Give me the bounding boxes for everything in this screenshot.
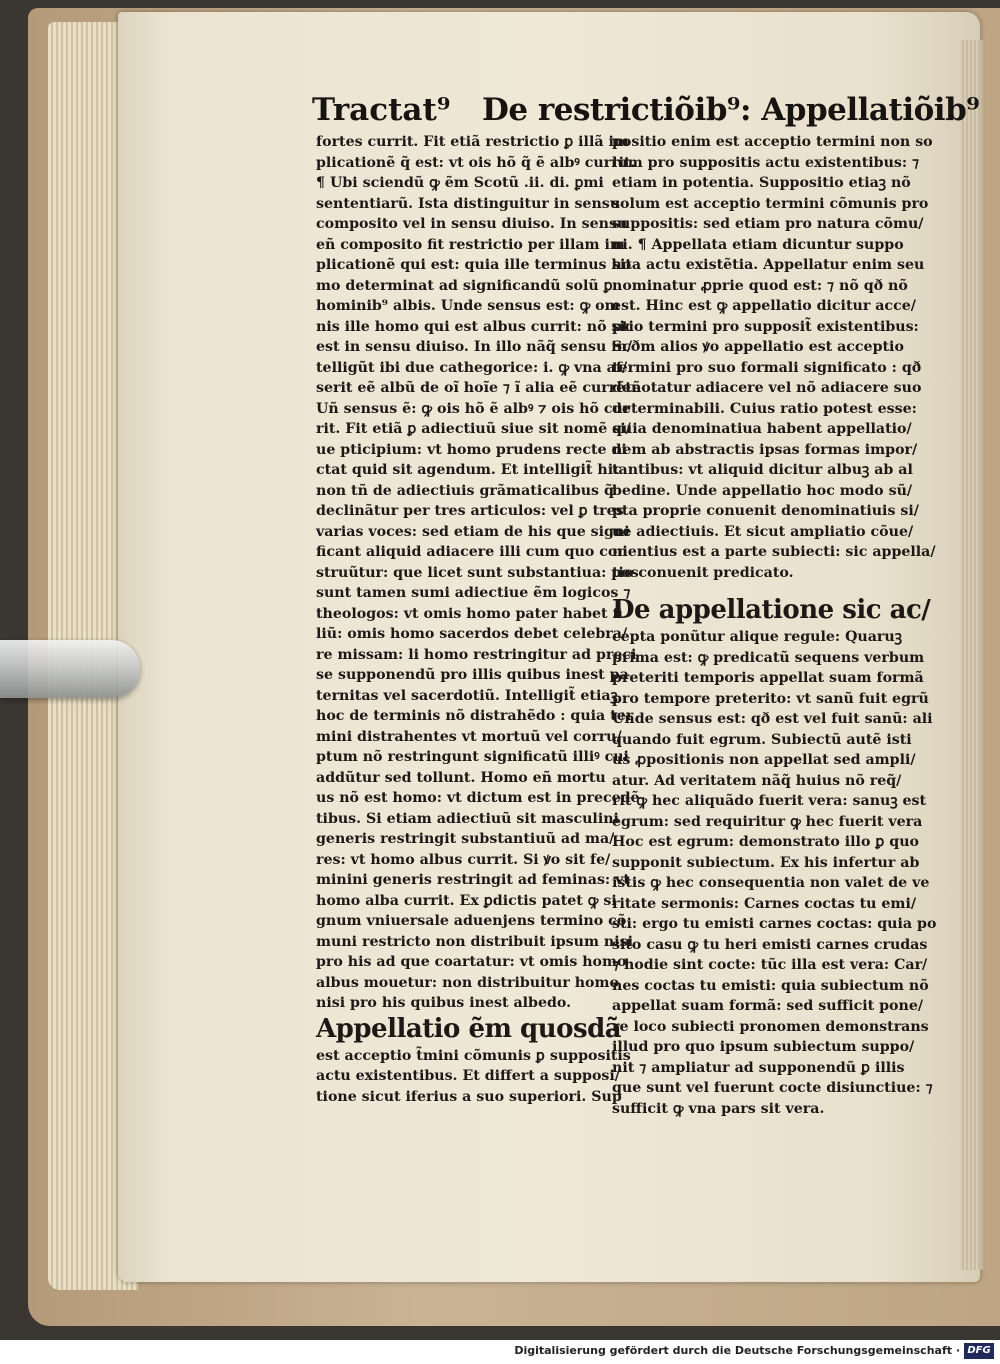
text-line: quia denominatiua habent appellatio/ xyxy=(612,421,912,437)
section-heading: De appellatione sic ac/ xyxy=(612,595,931,625)
text-line: homo alba currit. Ex ꝑdictis patet ꝙ si xyxy=(316,892,617,909)
text-line: pro his ad que coartatur: vt omis homo xyxy=(316,954,627,970)
text-line: sti: ergo tu emisti carnes coctas: quia po xyxy=(612,916,937,932)
text-line: re missam: li homo restringitur ad preci xyxy=(316,646,637,663)
text-line: re loco subiecti pronomen demonstrans xyxy=(612,1018,929,1035)
text-line: tione sicut iferius a suo superiori. Sup xyxy=(316,1088,622,1105)
text-line: suppositis: sed etiam pro natura cõmu/ xyxy=(612,216,924,232)
page-right-edge xyxy=(960,40,984,1270)
text-line: ptum nõ restringunt significatũ illiꝰ cui xyxy=(316,749,629,765)
text-line: nis ille homo qui est albus currit: nõ sic xyxy=(316,318,634,335)
text-line: illud pro quo ipsum subiectum suppo/ xyxy=(612,1039,915,1055)
text-line: eñ composito fit restrictio per illam im xyxy=(316,236,625,253)
text-line: declinãtur per tres articulos: vel ꝑ tres xyxy=(316,503,624,519)
text-line: Unde sensus est: qð est vel fuit sanũ: ali xyxy=(612,711,933,727)
text-line: ptio termini pro supposit̃ existentibus: xyxy=(612,318,919,335)
text-line: bedine. Unde appellatio hoc modo sũ/ xyxy=(612,482,913,499)
text-line: addũtur sed tollunt. Homo eñ mortu xyxy=(316,769,606,786)
text-line: preteriti temporis appellat suam formã xyxy=(612,670,924,686)
running-head-left: Tractat⁹ xyxy=(312,92,451,128)
text-line: varias voces: sed etiam de his que signi xyxy=(316,523,630,540)
text-line: liũ: omis homo sacerdos debet celebra/ xyxy=(316,626,628,642)
text-line: est. Hinc est ꝙ appellatio dicitur acce/ xyxy=(612,298,916,314)
text-line: prima est: ꝙ predicatũ sequens verbum xyxy=(612,649,925,666)
text-line: termini pro suo formali significato : qð xyxy=(612,359,922,376)
text-line: ficant aliquid adiacere illi cum quo con xyxy=(316,544,628,560)
text-line: lum pro suppositis actu existentibus: ⁊ xyxy=(612,154,920,171)
text-line: actu existentibus. Et differt a supposi/ xyxy=(316,1068,620,1084)
dfg-logo-icon: DFG xyxy=(964,1343,994,1359)
text-line: sententiarũ. Ista distinguitur in sensu xyxy=(316,195,621,212)
text-line: quando fuit egrum. Subiectũ autẽ isti xyxy=(612,731,912,748)
running-head xyxy=(310,88,980,132)
text-line: etiam in potentia. Suppositio etiaꝫ nõ xyxy=(612,175,911,191)
text-line: telligũt ibi due cathegorice: i. ꝙ vna af/ xyxy=(316,359,628,376)
text-line: sito casu ꝙ tu heri emisti carnes crudas xyxy=(612,936,928,953)
text-line: ue pticipium: vt homo prudens recte di xyxy=(316,441,627,458)
text-line: plicationẽ qui est: quia ille terminus ho xyxy=(316,257,632,273)
text-line: ue adiectiuis. Et sicut ampliatio cõue/ xyxy=(612,523,914,540)
left-text-column xyxy=(316,132,641,1107)
text-line: ⁊ hodie sint cocte: tũc illa est vera: Car/ xyxy=(612,957,928,973)
text-line: atur. Ad veritatem nãq̃ huius nõ req̃/ xyxy=(612,772,902,789)
text-line: cepta ponũtur alique regule: Quaruꝫ xyxy=(612,629,902,645)
text-line: fortes currit. Fit etiã restrictio ꝑ illã im xyxy=(316,134,629,150)
text-line: muni restricto non distribuit ipsum nisi xyxy=(316,933,633,950)
text-line: appellat suam formã: sed sufficit pone/ xyxy=(612,998,924,1014)
text-line: Hoc est egrum: demonstrato illo ꝑ quo xyxy=(612,834,919,850)
text-line: nisi pro his quibus inest albedo. xyxy=(316,995,572,1011)
text-line: nes coctas tu emisti: quia subiectum nõ xyxy=(612,977,929,994)
text-line: Scðm alios ꝟo appellatio est acceptio xyxy=(612,339,904,355)
text-line: nem ab abstractis ipsas formas impor/ xyxy=(612,441,918,458)
text-line: non tñ de adiectiuis grãmaticalibus q̃ xyxy=(316,482,614,499)
text-line: us nõ est homo: vt dictum est in precedẽ xyxy=(316,790,640,806)
text-line: istis ꝙ hec consequentia non valet de ve xyxy=(612,875,930,891)
text-line: denotatur adiacere vel nõ adiacere suo xyxy=(612,380,922,396)
text-line: nominatur ꝓprie quod est: ⁊ nõ qð nõ xyxy=(612,277,908,294)
text-line: hominib⁹ albis. Unde sensus est: ꝙ om xyxy=(316,298,620,314)
text-line: mini distrahentes vt mortuũ vel corru/ xyxy=(316,728,622,745)
text-line: res: vt homo albus currit. Si ꝟo sit fe/ xyxy=(316,851,611,868)
paragraph-spacer xyxy=(612,583,906,595)
text-line: minini generis restringit ad feminas: vt xyxy=(316,872,630,888)
text-line: struũtur: que licet sunt substantiua: pos xyxy=(316,564,639,581)
section-heading: Appellatio ẽm quosdã xyxy=(316,1013,622,1044)
text-line: ternitas vel sacerdotiũ. Intelligit̃ etiaꝫ xyxy=(316,687,618,704)
text-line: pro tempore preterito: vt sanũ fuit egrũ xyxy=(612,690,929,707)
text-line: solum est acceptio termini cõmunis pro xyxy=(612,195,929,212)
text-line: sunt tamen sumi adiectiue ẽm logicos ⁊ xyxy=(316,585,631,601)
page-holder-pointer xyxy=(0,640,140,698)
text-line: rit. Fit etiã ꝑ adiectiuũ siue sit nomẽ si/ xyxy=(316,421,631,437)
text-line: sufficit ꝙ vna pars sit vera. xyxy=(612,1100,825,1117)
text-line: albus mouetur: non distribuitur homo xyxy=(316,974,619,991)
right-text-column xyxy=(612,132,937,1119)
text-line: sita actu existẽtia. Appellatur enim seu xyxy=(612,257,925,273)
text-line: plicationẽ q̃ est: vt ois hõ q̃ ẽ albꝰ currit. xyxy=(316,154,636,171)
text-line: mo determinat ad significandũ solũ ꝑ xyxy=(316,277,613,294)
text-line: tio conuenit predicato. xyxy=(612,564,794,581)
text-line: generis restringit substantiuũ ad ma/ xyxy=(316,831,615,847)
text-line: supponit subiectum. Ex his infertur ab xyxy=(612,854,920,871)
text-line: ritate sermonis: Carnes coctas tu emi/ xyxy=(612,895,917,912)
text-line: ni. ¶ Appellata etiam dicuntur suppo xyxy=(612,236,904,253)
text-line: Uñ sensus ẽ: ꝙ ois hõ ẽ albꝰ ⁊ ois hõ cur xyxy=(316,400,631,417)
text-line: hoc de terminis nõ distrahẽdo : quia ter xyxy=(316,708,634,724)
text-line: tantibus: vt aliquid dicitur albuꝫ ab al xyxy=(612,462,913,478)
text-line: se supponendũ pro illis quibus inest pa xyxy=(316,667,629,683)
text-line: gnum vniuersale aduenjens termino cõ xyxy=(316,913,627,929)
text-line: composito vel in sensu diuiso. In sensu xyxy=(316,216,628,232)
text-line: tibus. Si etiam adiectiuũ sit masculini xyxy=(316,810,619,827)
text-line: pta proprie conuenit denominatiuis si/ xyxy=(612,503,919,519)
running-head-right: De restrictiõib⁹: Appellatiõib⁹ xyxy=(482,92,980,128)
text-line: theologos: vt omis homo pater habet fi xyxy=(316,605,623,622)
text-line: est in sensu diuiso. In illo nãq̃ sensu in/ xyxy=(316,339,633,355)
text-line: serit eẽ albũ de oĩ hoĩe ⁊ ĩ alia eẽ currẽtẽ xyxy=(316,380,641,396)
text-line: que sunt vel fuerunt cocte disiunctiue: ⁊ xyxy=(612,1080,933,1096)
text-line: rit ꝙ hec aliquãdo fuerit vera: sanuꝫ est xyxy=(612,793,927,809)
text-line: egrum: sed requiritur ꝙ hec fuerit vera xyxy=(612,813,923,830)
text-line: ¶ Ubi sciendũ ꝙ ẽm Scotũ .ii. di. ꝑmi xyxy=(316,175,604,191)
text-line: us ꝓpositionis non appellat sed ampli/ xyxy=(612,752,916,768)
text-line: est acceptio t̃mini cõmunis ꝑ suppositis xyxy=(316,1047,631,1064)
footer-bar xyxy=(0,1340,1000,1364)
footer-credit: Digitalisierung gefördert durch die Deutsche Forschungsgemeinschaft · xyxy=(514,1344,960,1357)
text-line: determinabili. Cuius ratio potest esse: xyxy=(612,400,917,417)
text-line: ctat quid sit agendum. Et intelligit̃ hic xyxy=(316,462,622,478)
text-line: nientius est a parte subiecti: sic appella/ xyxy=(612,544,936,560)
text-line: nit ⁊ ampliatur ad supponendũ ꝑ illis xyxy=(612,1059,905,1076)
text-line: positio enim est acceptio termini non so xyxy=(612,134,933,150)
